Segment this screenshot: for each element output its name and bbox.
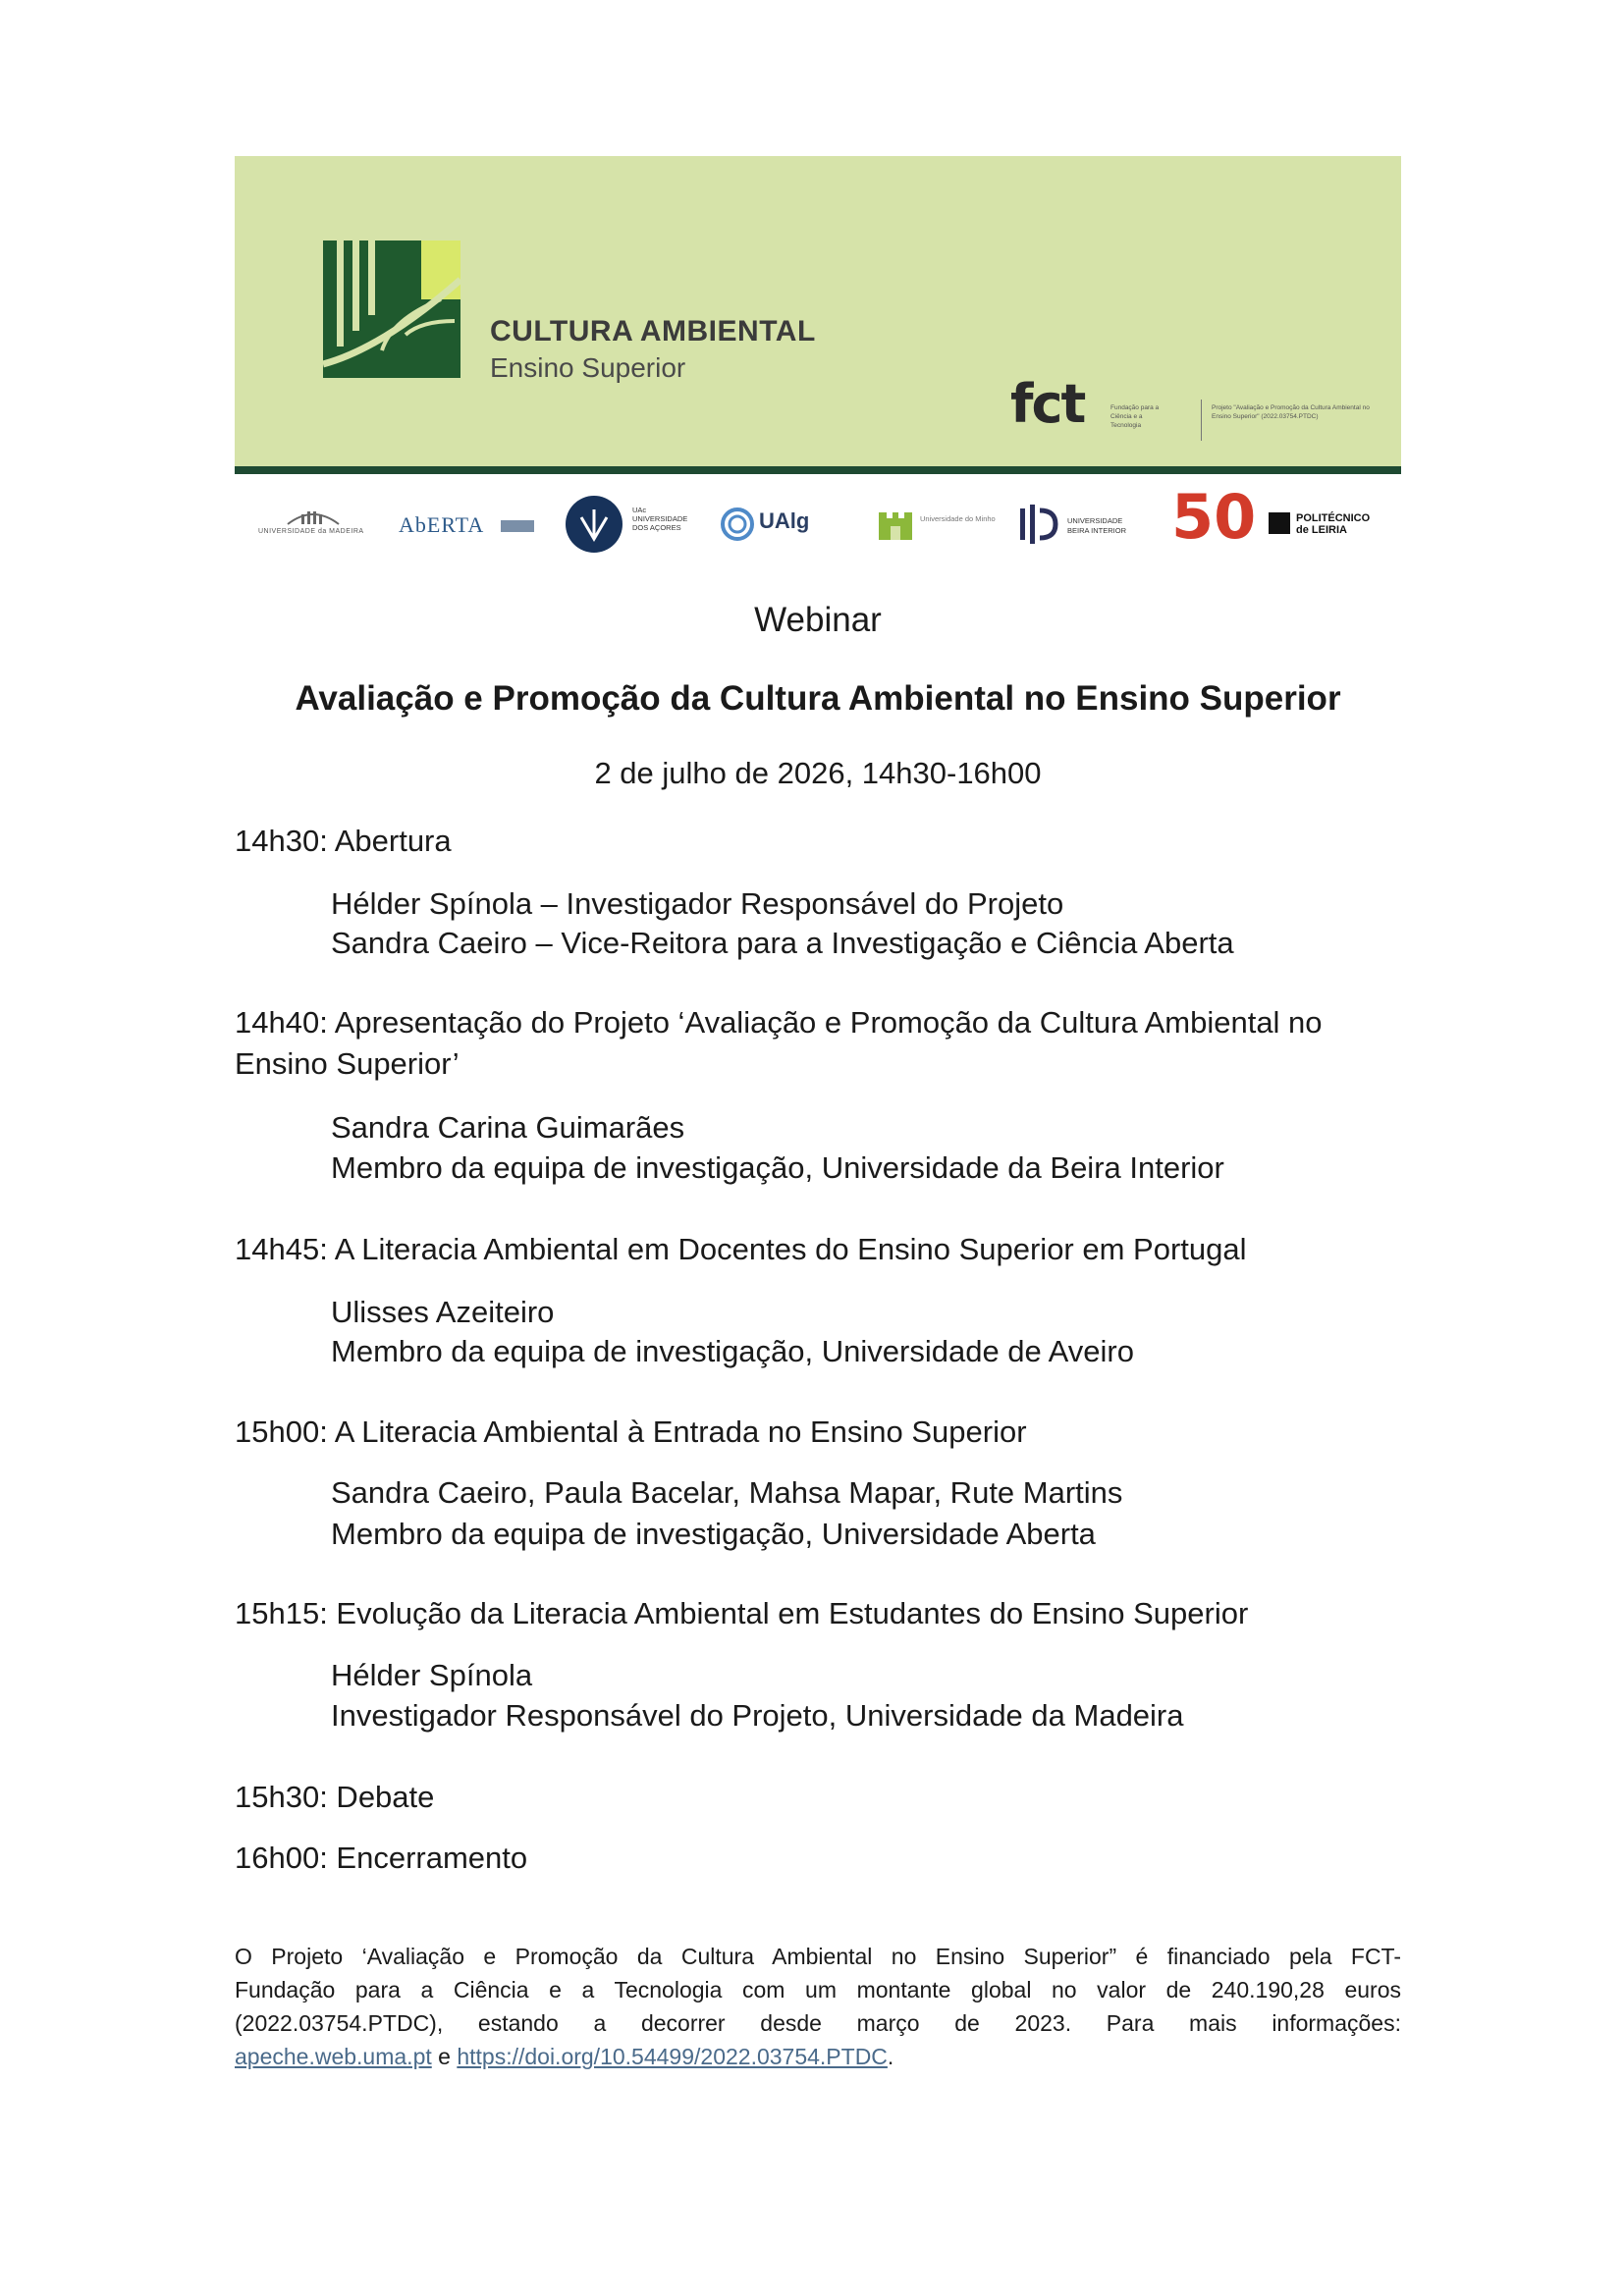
brand-subtitle: Ensino Superior: [490, 352, 686, 383]
banner-rule: [235, 466, 1401, 474]
wave-icon: [720, 507, 755, 542]
agenda-item-title: 16h00: Encerramento: [235, 1841, 528, 1875]
leiria-label: POLITÉCNICO de LEIRIA: [1296, 512, 1371, 536]
agenda-item-title: 14h40: Apresentação do Projeto ‘Avaliação e Promoção da Cultura Ambiental no: [235, 1005, 1323, 1040]
project-reference: Projeto "Avaliação e Promoção da Cultura Ambiental no Ensino Superior" (2022.03754.PTDC): [1212, 404, 1370, 420]
leaf-logo-icon: [323, 240, 460, 378]
brand-title: CULTURA AMBIENTAL: [490, 315, 816, 347]
agenda-speaker-affiliation: Membro da equipa de investigação, Universidade Aberta: [331, 1517, 1096, 1551]
agenda-speaker: Ulisses Azeiteiro: [331, 1295, 555, 1329]
fct-divider: [1201, 400, 1202, 441]
building-icon: [258, 505, 368, 526]
agenda-item-title: 15h15: Evolução da Literacia Ambiental em Estudantes do Ensino Superior: [235, 1596, 1249, 1630]
logo-politecnico-leiria: [1269, 507, 1377, 540]
castle-icon: [877, 505, 914, 542]
minho-label: Universidade do Minho: [920, 514, 996, 523]
header-banner: [235, 156, 1401, 466]
footnote-links-line: [235, 2040, 1401, 2073]
uac-seal-icon: [566, 496, 623, 553]
agenda-speaker-affiliation: Membro da equipa de investigação, Universidade da Beira Interior: [331, 1150, 1224, 1185]
uac-label: UAc UNIVERSIDADE DOS AÇORES: [632, 506, 688, 532]
footnote-end: .: [887, 2044, 894, 2069]
ubi-mark-icon: [1018, 503, 1061, 546]
event-date: 2 de julho de 2026, 14h30-16h00: [594, 756, 1042, 790]
footnote-joiner: e: [431, 2044, 458, 2069]
fct-fullname: Fundação para a Ciência e a Tecnologia: [1110, 404, 1160, 429]
agenda-speaker: Sandra Carina Guimarães: [331, 1110, 685, 1145]
agenda-item-title: 14h45: A Literacia Ambiental em Docentes do Ensino Superior em Portugal: [235, 1232, 1247, 1266]
project-website-link[interactable]: apeche.web.uma.pt: [235, 2044, 432, 2069]
agenda-speaker: Hélder Spínola: [331, 1658, 533, 1692]
footnote-line: Fundação para a Ciência e a Tecnologia com um montante global no valor de 240.190,28 euros: [235, 1977, 1401, 2002]
footnote-line: (2022.03754.PTDC), estando a decorrer desde março de 2023. Para mais informações:: [235, 2010, 1401, 2036]
leiria-square-icon: [1269, 512, 1290, 534]
logo-universidade-algarve: [720, 503, 847, 548]
agenda-item-title: 15h30: Debate: [235, 1780, 435, 1814]
agenda-item-title-cont: Ensino Superior’: [235, 1046, 460, 1081]
event-title: Avaliação e Promoção da Cultura Ambiental no Ensino Superior: [295, 679, 1341, 718]
logo-universidade-minho: [877, 503, 997, 546]
event-kind: Webinar: [754, 601, 882, 639]
agenda-item-title: 14h30: Abertura: [235, 824, 452, 858]
ubi-label: UNIVERSIDADE BEIRA INTERIOR: [1067, 516, 1127, 535]
fct-logo: fct: [1010, 373, 1085, 435]
funding-footnote: [235, 1940, 1401, 2073]
ua50-label: 50: [1171, 481, 1257, 553]
agenda-speaker: Sandra Caeiro, Paula Bacelar, Mahsa Mapar, Rute Martins: [331, 1475, 1123, 1510]
doi-link[interactable]: https://doi.org/10.54499/2022.03754.PTDC: [457, 2044, 888, 2069]
footnote-line: O Projeto ‘Avaliação e Promoção da Cultura Ambiental no Ensino Superior” é financiado pela FCT-: [235, 1944, 1401, 1969]
agenda-speaker: Hélder Spínola – Investigador Responsável do Projeto: [331, 886, 1064, 921]
agenda-item-title: 15h00: A Literacia Ambiental à Entrada no Ensino Superior: [235, 1415, 1027, 1449]
ualg-label: UAlg: [759, 508, 810, 533]
madeira-label: UNIVERSIDADE da MADEIRA: [258, 528, 364, 535]
logo-universidade-beira-interior: [1018, 503, 1146, 548]
logo-universidade-aveiro-50: [1171, 481, 1257, 558]
aberta-bar-icon: [501, 520, 534, 532]
aberta-label: AbERTA: [399, 512, 485, 537]
logo-universidade-acores: [566, 496, 693, 553]
agenda-speaker-affiliation: Membro da equipa de investigação, Universidade de Aveiro: [331, 1334, 1134, 1368]
agenda-speaker: Sandra Caeiro – Vice-Reitora para a Investigação e Ciência Aberta: [331, 926, 1234, 960]
agenda-speaker-affiliation: Investigador Responsável do Projeto, Universidade da Madeira: [331, 1698, 1184, 1733]
logo-universidade-madeira: [258, 505, 368, 544]
logo-universidade-aberta: [399, 508, 536, 544]
